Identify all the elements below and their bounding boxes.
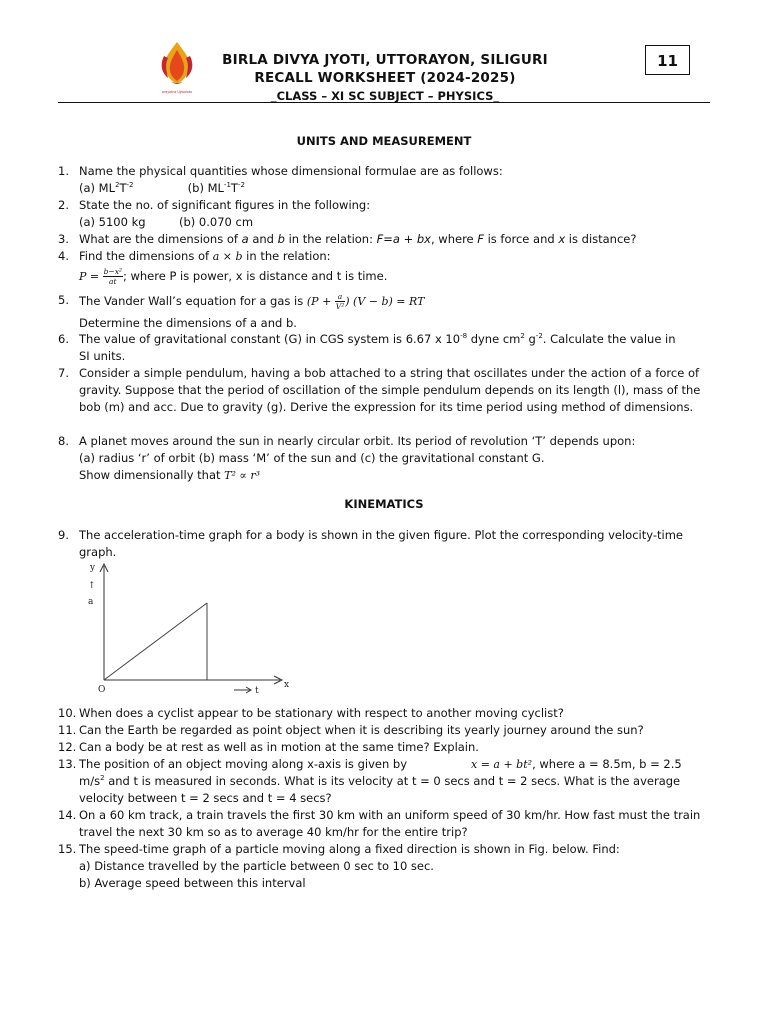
question-text: On a 60 km track, a train travels the first 30 km with an uniform speed of 30 km/hr. How fast must the train travel the next 30 km so as to average 40 km/hr for the entire trip? bbox=[79, 808, 701, 839]
question-number: 9. bbox=[58, 528, 69, 542]
question-subtext: Show dimensionally that T² ∝ r³ bbox=[79, 468, 261, 482]
question-text: The Vander Wall’s equation for a gas is (P + $\frac{a}{\text{V²}}$ ) (V − b) = RT bbox=[79, 292, 425, 311]
question-number: 8. bbox=[58, 434, 69, 448]
question-options: (a) radius ‘r’ of orbit (b) mass ‘M’ of the sun and (c) the gravitational constant G. bbox=[79, 451, 545, 465]
question-number: 14. bbox=[58, 808, 77, 822]
question-number: 2. bbox=[58, 198, 69, 212]
question-number: 11. bbox=[58, 723, 77, 737]
graph-x-label: x bbox=[284, 680, 290, 690]
question-number: 10. bbox=[58, 706, 77, 720]
acceleration-time-graph bbox=[80, 560, 300, 700]
school-flame-logo-icon bbox=[156, 40, 198, 98]
question-text: Find the dimensions of a × b in the relation: bbox=[79, 249, 331, 263]
question-subtext: Determine the dimensions of a and b. bbox=[79, 316, 297, 330]
question-text: Can the Earth be regarded as point object when it is describing its yearly journey around the sun? bbox=[79, 723, 644, 737]
question-options: (a) 5100 kg (b) 0.070 cm bbox=[79, 215, 254, 229]
question-number: 15. bbox=[58, 842, 77, 856]
graph-a-label: a bbox=[88, 597, 94, 607]
question-text-line3: velocity between t = 2 secs and t = 4 secs? bbox=[79, 791, 332, 805]
question-number: 3. bbox=[58, 232, 69, 246]
question-number: 12. bbox=[58, 740, 77, 754]
graph-y-label: y bbox=[90, 563, 96, 573]
question-text: The position of an object moving along x-axis is given by x = a + bt², where a = 8.5m, b = 2.5 bbox=[79, 757, 682, 771]
worksheet-title: RECALL WORKSHEET (2024-2025) bbox=[254, 70, 516, 86]
question-text: Consider a simple pendulum, having a bob attached to a string that oscillates under the action of a force of gravity. Suppose that the period of oscillation of the simple pendulum depends on its length (l), mass of the bob (m) and acc. Due to gravity (g). Derive the expression for its time period using method of dimensions. bbox=[79, 366, 701, 414]
header-divider bbox=[58, 102, 710, 103]
question-number: 1. bbox=[58, 164, 69, 178]
question-text: The acceleration-time graph for a body is shown in the given figure. Plot the corresponding velocity-time graph. bbox=[79, 528, 683, 559]
question-relation: P = $\frac{\text{b−x²}}{at}$ ; where P is power, x is distance and t is time. bbox=[79, 267, 388, 286]
question-text: What are the dimensions of a and b in the relation: F=a + bx, where F is force and x is distance? bbox=[79, 232, 637, 246]
question-number: 5. bbox=[58, 293, 69, 307]
question-part-b: b) Average speed between this interval bbox=[79, 876, 306, 890]
graph-t-label: t bbox=[255, 686, 259, 696]
question-number: 6. bbox=[58, 332, 69, 346]
question-subtext: SI units. bbox=[79, 349, 126, 363]
question-text: State the no. of significant figures in the following: bbox=[79, 198, 371, 212]
question-options: (a) $ML^2T^{-2}$ (b) $ML^{-1}T^{-2}$ bbox=[79, 181, 245, 195]
question-text: Can a body be at rest as well as in motion at the same time? Explain. bbox=[79, 740, 479, 754]
question-text: When does a cyclist appear to be stationary with respect to another moving cyclist? bbox=[79, 706, 564, 720]
section-title-kinematics: KINEMATICS bbox=[344, 497, 424, 511]
question-text: A planet moves around the sun in nearly circular orbit. Its period of revolution ‘T’ depends upon: bbox=[79, 434, 636, 448]
graph-up-arrow: ↑ bbox=[88, 581, 96, 591]
question-number: 4. bbox=[58, 249, 69, 263]
question-text: Name the physical quantities whose dimensional formulae are as follows: bbox=[79, 164, 503, 178]
logo-caption: prayatna Ujjwalata bbox=[161, 90, 193, 94]
class-subject-line: _CLASS – XI SC SUBJECT – PHYSICS_ bbox=[270, 89, 500, 103]
page-number-box: 11 bbox=[645, 45, 690, 75]
question-text-line2: $m/s^2$ and t is measured in seconds. What is its velocity at t = 0 secs and t = 2 secs. What is the average bbox=[79, 774, 681, 788]
graph-origin-label: O bbox=[98, 685, 106, 695]
question-part-a: a) Distance travelled by the particle between 0 sec to 10 sec. bbox=[79, 859, 434, 873]
school-name: BIRLA DIVYA JYOTI, UTTORAYON, SILIGURI bbox=[222, 52, 548, 68]
question-text: The speed-time graph of a particle moving along a fixed direction is shown in Fig. below. Find: bbox=[79, 842, 620, 856]
question-text: The value of gravitational constant (G) in CGS system is 6.67 x $10^{-8}$ dyne $cm^2$ $g^{-2}$. Calculate the value in bbox=[79, 332, 676, 346]
section-title-units: UNITS AND MEASUREMENT bbox=[296, 134, 472, 148]
graph-acceleration-line bbox=[104, 603, 207, 680]
question-number: 13. bbox=[58, 757, 77, 771]
question-number: 7. bbox=[58, 366, 69, 380]
